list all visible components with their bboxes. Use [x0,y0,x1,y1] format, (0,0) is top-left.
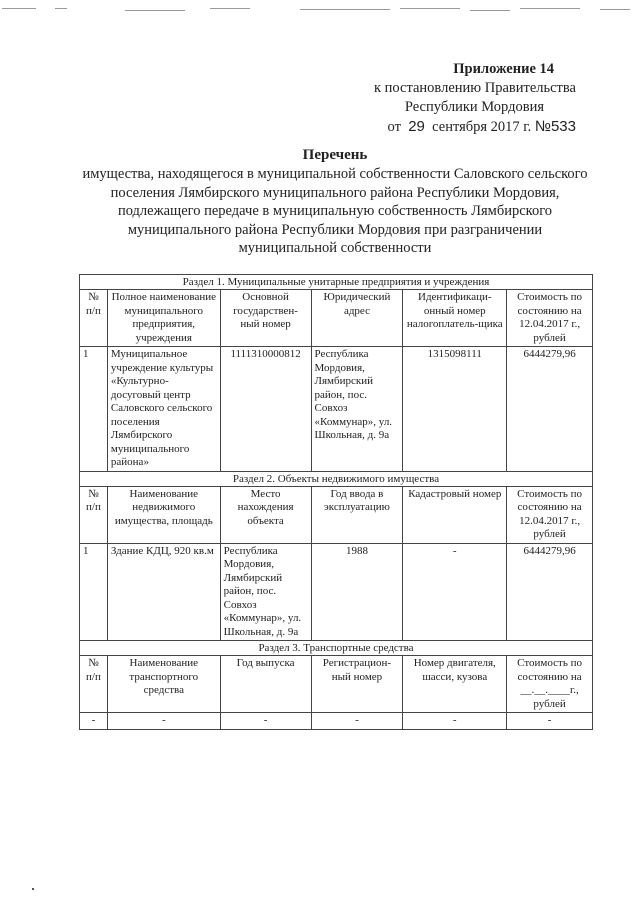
document-heading [80,145,590,258]
header-cell: Наименование транспортного средства [107,656,220,713]
header-row [80,290,593,347]
header-cell: Стоимость по состоянию на 12.04.2017 г., рублей [507,486,593,543]
header-cell: Стоимость по состоянию на __.__.____г., рублей [507,656,593,713]
table-cell: - [220,713,311,730]
table-cell: Муниципальное учреждение культуры «Культурно-досуговый центр Саловского сельского поселения Лямбирского муниципального района» [107,347,220,472]
table-cell: Республика Мордовия, Лямбирский район, пос. Совхоз «Коммунар», ул. Школьная, д. 9а [311,347,403,472]
header-cell: Полное наименование муниципального предприятия, учреждения [107,290,220,347]
scan-dot [32,888,34,890]
section-row [80,275,593,290]
section1-title: Раздел 1. Муниципальные унитарные предприятия и учреждения [80,275,593,290]
table-cell: Республика Мордовия, Лямбирский район, пос. Совхоз «Коммунар», ул. Школьная, д. 9а [220,543,311,641]
header-cell: № п/п [80,656,108,713]
table-cell: 6444279,96 [507,347,593,472]
property-table [79,274,593,730]
table-cell: 1 [80,543,108,641]
table-cell: - [403,543,507,641]
date-day: 29 [408,118,425,135]
header-cell: Идентификаци-онный номер налогоплатель-щика [403,290,507,347]
appendix-title: Приложение 14 [453,61,554,77]
table-cell: 6444279,96 [507,543,593,641]
appendix-date-line [256,117,576,137]
header-cell: Номер двигателя, шасси, кузова [403,656,507,713]
appendix-line-resolution: к постановлению Правительства [374,80,576,96]
header-cell: Основной государствен-ный номер [220,290,311,347]
header-cell: № п/п [80,486,108,543]
date-month-year: сентября 2017 г. [432,119,532,135]
table-row [80,713,593,730]
header-cell: № п/п [80,290,108,347]
header-row [80,486,593,543]
appendix-line-republic: Республики Мордовия [404,99,544,115]
table-cell: - [311,713,403,730]
table-cell: - [107,713,220,730]
header-cell: Год ввода в эксплуатацию [311,486,403,543]
table-cell: 1111310000812 [220,347,311,472]
table-row [80,543,593,641]
header-cell: Кадастровый номер [403,486,507,543]
table-row [80,347,593,472]
resolution-number: №533 [534,118,576,135]
header-cell: Год выпуска [220,656,311,713]
table-cell: - [80,713,108,730]
table-cell: 1 [80,347,108,472]
table-cell: 1315098111 [403,347,507,472]
table-cell: Здание КДЦ, 920 кв.м [107,543,220,641]
table-cell: - [403,713,507,730]
header-cell: Юридический адрес [311,290,403,347]
scan-edge-noise [0,4,640,18]
table-cell: 1988 [311,543,403,641]
section3-title: Раздел 3. Транспортные средства [80,641,593,656]
section-row [80,471,593,486]
table-cell: - [507,713,593,730]
header-row [80,656,593,713]
header-cell: Место нахождения объекта [220,486,311,543]
document-title: Перечень [302,147,368,163]
header-cell: Наименование недвижимого имущества, площадь [107,486,220,543]
section2-title: Раздел 2. Объекты недвижимого имущества [80,471,593,486]
appendix-block [256,60,576,137]
section-row [80,641,593,656]
header-cell: Регистрацион-ный номер [311,656,403,713]
header-cell: Стоимость по состоянию на 12.04.2017 г., рублей [507,290,593,347]
date-prefix: от [387,119,401,135]
document-description: имущества, находящегося в муниципальной собственности Саловского сельского поселения Лямбирского муниципального района Республики Мордовия, подлежащего передаче в муниципальную собственность Лямбирского муниципального района Республики Мордовия при разграничении муниципальной собственности [82,166,588,256]
